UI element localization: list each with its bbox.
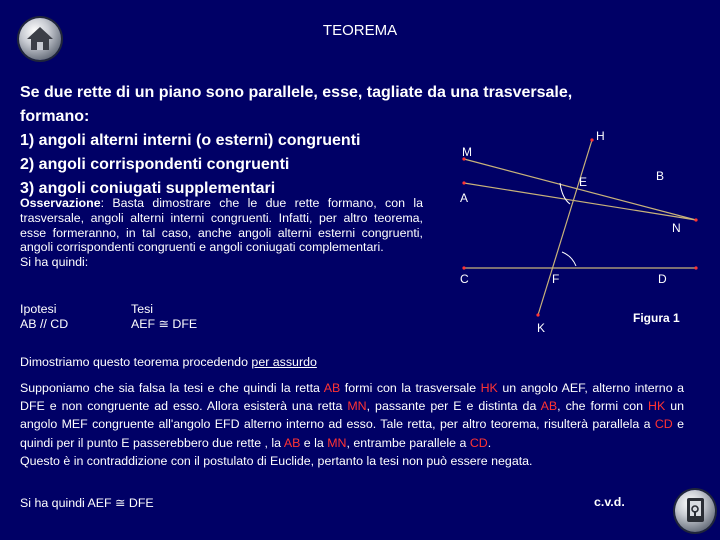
theorem-line: formano:	[20, 108, 90, 125]
label-n: N	[672, 221, 681, 235]
hypothesis-label: Ipotesi	[20, 302, 57, 316]
point-h	[590, 138, 593, 141]
conclusion-text: Si ha quindi AEF ≅ DFE	[20, 496, 154, 510]
proof-text: , che formi con	[557, 399, 649, 414]
point-a	[462, 181, 465, 184]
observation-followup: Si ha quindi:	[20, 255, 89, 270]
label-h: H	[596, 129, 605, 143]
thesis-label: Tesi	[131, 302, 154, 316]
proof-intro-text: Dimostriamo questo teorema procedendo	[20, 355, 252, 369]
cvd-label: c.v.d.	[594, 495, 625, 509]
proof-intro	[20, 355, 317, 369]
label-d: D	[658, 272, 667, 286]
proof-text: un angolo AEF, alterno interno a DFE e non congruente ad esso. Allora esisterà una retta	[20, 381, 684, 414]
theorem-line: 2) angoli corrispondenti congruenti	[20, 156, 290, 173]
observation-label: Osservazione	[20, 196, 101, 210]
proof-text: formi con la trasversale	[340, 381, 481, 395]
segment-mn: MN	[347, 399, 367, 414]
document-key-icon	[675, 490, 715, 532]
proof-text: e quindi per il punto E passerebbero due rette , la	[20, 417, 684, 450]
segment-mn: MN	[327, 435, 347, 450]
proof-text: .	[487, 435, 492, 450]
geometry-figure	[440, 120, 700, 340]
segment-ab: AB	[323, 381, 341, 395]
thesis-block	[131, 302, 197, 332]
page-title: TEOREMA	[322, 22, 398, 39]
label-f: F	[552, 272, 560, 286]
theorem-line: Se due rette di un piano sono parallele, esse, tagliate da una trasversale,	[20, 84, 573, 101]
proof-paragraph	[20, 379, 684, 470]
segment-ab: AB	[540, 399, 558, 414]
label-b: B	[656, 169, 665, 183]
proof-conclusion-text: Questo è in contraddizione con il postulato di Euclide, pertanto la tesi non può essere negata.	[20, 453, 533, 468]
thesis-value: AEF ≅ DFE	[131, 317, 198, 331]
document-button[interactable]	[675, 490, 715, 532]
proof-text: Supponiamo che sia falsa la tesi e che quindi la retta	[20, 381, 324, 395]
label-m: M	[462, 145, 472, 159]
point-c	[462, 266, 465, 269]
segment-hk: HK	[648, 399, 666, 414]
label-k: K	[537, 321, 546, 335]
segment-hk: HK	[480, 381, 498, 395]
point-n	[694, 218, 697, 221]
segment-cd: CD	[654, 417, 673, 432]
angle-arc-dfe	[562, 252, 576, 266]
proof-method: per assurdo	[251, 355, 317, 369]
theorem-line: 3) angoli coniugati supplementari	[20, 180, 276, 197]
point-d	[694, 266, 697, 269]
segment-ab: AB	[283, 435, 301, 450]
proof-text: , passante per E e distinta da	[366, 399, 541, 414]
point-k	[536, 313, 539, 316]
proof-text: un angolo MEF congruente all'angolo EFD alterno interno ad esso. Tale retta, per altro teorema, risulterà parallela a	[20, 399, 684, 432]
observation-paragraph	[20, 196, 423, 270]
proof-text: , entrambe parallele a	[346, 435, 470, 450]
theorem-line: 1) angoli alterni interni (o esterni) congruenti	[20, 132, 361, 149]
transversal-hk	[538, 140, 592, 315]
proof-text: e la	[300, 435, 328, 450]
label-c: C	[460, 272, 469, 286]
label-a: A	[460, 191, 469, 205]
observation-text: : Basta dimostrare che le due rette formano, con la trasversale, angoli alterni interni congruenti. Infatti, per altro teorema, esse formeranno, in tal caso, anche angoli alterni esterni congruenti, angoli corrispondenti congruenti e angoli coniugati complementari.	[20, 196, 423, 255]
figure-caption: Figura 1	[633, 311, 680, 325]
label-e: E	[579, 175, 588, 189]
hypothesis-block	[20, 302, 68, 332]
segment-cd: CD	[469, 435, 488, 450]
hypothesis-value: AB // CD	[20, 317, 69, 331]
